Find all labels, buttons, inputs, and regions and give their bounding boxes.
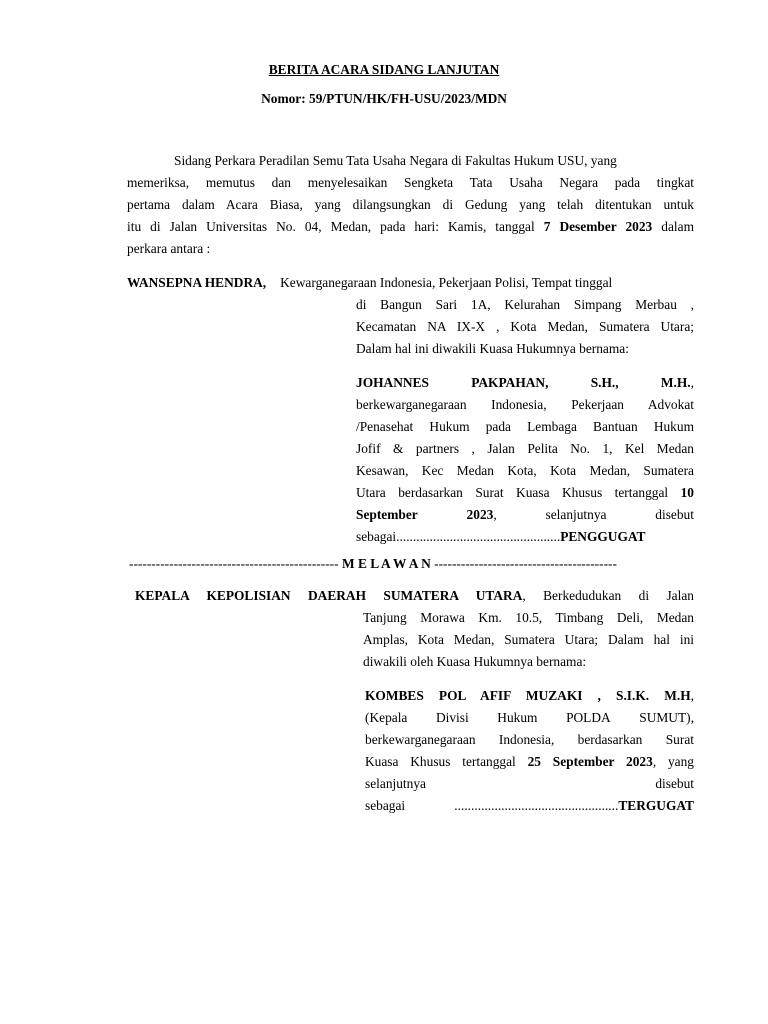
kuasa-text: sebagai................................................. (356, 529, 561, 544)
penggugat-details (356, 294, 694, 360)
tergugat-desc: , Berkedudukan di Jalan (522, 588, 694, 603)
kuasa-text: selanjutnya (545, 507, 607, 522)
tergugat-desc: Tanjung Morawa Km. 10.5, Timbang Deli, Medan (363, 610, 694, 625)
kuasa-line (365, 773, 694, 795)
intro-line (127, 238, 694, 260)
kuasa-text: POLDA (566, 710, 611, 725)
intro-text: Sidang Perkara Peradilan Semu Tata Usaha Negara di Fakultas Hukum USU, yang (174, 153, 617, 168)
penggugat-line (356, 316, 694, 338)
kuasa-text: /Penasehat Hukum pada Lembaga Bantuan Hukum (356, 419, 694, 434)
intro-paragraph (127, 150, 694, 260)
penggugat-desc: di Bangun Sari 1A, Kelurahan Simpang Merbau , (356, 297, 694, 312)
separator-dashes: ----------------------------------------------- (129, 556, 339, 571)
melawan-label: M E L A W A N (341, 556, 431, 571)
penggugat-name: WANSEPNA HENDRA, (127, 275, 267, 290)
kuasa-text: SUMUT), (639, 710, 694, 725)
kuasa-text: Kesawan, Kec Medan Kota, Kota Medan, Sumatera (356, 463, 694, 478)
kuasa-name-part: JOHANNES (356, 375, 429, 390)
penggugat-desc: Kewarganegaraan Indonesia, Pekerjaan Polisi, Tempat tinggal (280, 275, 613, 290)
tergugat-line (363, 651, 694, 673)
kuasa-date: 10 (680, 485, 694, 500)
melawan-separator (129, 556, 687, 572)
penggugat-desc: Dalam hal ini diwakili Kuasa Hukumnya bernama: (356, 341, 629, 356)
kuasa-line (365, 707, 694, 729)
tergugat-first-line (135, 585, 694, 607)
tergugat-line (363, 607, 694, 629)
document-title: BERITA ACARA SIDANG LANJUTAN (268, 62, 500, 77)
penggugat-kuasa (356, 372, 694, 548)
intro-line (127, 194, 694, 216)
kuasa-text: selanjutnya (365, 776, 426, 791)
kuasa-date: 2023 (466, 507, 494, 522)
kuasa-name-part: PAKPAHAN, (471, 375, 549, 390)
document-number: Nomor: 59/PTUN/HK/FH-USU/2023/MDN (261, 91, 507, 106)
kuasa-name-part: S.H., (590, 375, 619, 390)
kuasa-text: berkewarganegaraan Indonesia, berdasarkan Surat (365, 732, 694, 747)
kuasa-line (356, 394, 694, 416)
intro-line (127, 150, 694, 172)
penggugat-first-line (127, 272, 694, 294)
kuasa-date: September (356, 507, 418, 522)
kuasa-name: KOMBES POL AFIF MUZAKI , S.I.K. M.H (365, 688, 691, 703)
intro-line (127, 216, 694, 238)
kuasa-text: , yang (652, 754, 694, 769)
kuasa-line (356, 504, 694, 526)
kuasa-punct: , (690, 688, 694, 703)
kuasa-name-part: M.H. (660, 375, 691, 390)
tergugat-desc: diwakili oleh Kuasa Hukumnya bernama: (363, 654, 587, 669)
kuasa-line (365, 795, 694, 817)
tergugat-desc: Amplas, Kota Medan, Sumatera Utara; Dalam hal ini (363, 632, 694, 647)
intro-line (127, 172, 694, 194)
kuasa-text: sebagai ................................................. (365, 798, 619, 813)
separator-dashes: ----------------------------------------- (434, 556, 617, 571)
kuasa-punct: , (690, 375, 694, 390)
kuasa-line (356, 460, 694, 482)
kuasa-text: disebut (655, 507, 694, 522)
kuasa-text: Divisi (435, 710, 469, 725)
penggugat-desc: Kecamatan NA IX-X , Kota Medan, Sumatera Utara; (356, 319, 694, 334)
penggugat-line (356, 294, 694, 316)
kuasa-date: 25 September 2023 (527, 754, 653, 769)
kuasa-text: (Kepala (365, 710, 408, 725)
penggugat-label: PENGGUGAT (560, 529, 646, 544)
kuasa-line (365, 751, 694, 773)
tergugat-line (363, 629, 694, 651)
kuasa-text: Kuasa Khusus tertanggal (365, 754, 528, 769)
kuasa-line (356, 416, 694, 438)
kuasa-line (365, 685, 694, 707)
kuasa-text: Jofif & partners , Jalan Pelita No. 1, Kel Medan (356, 441, 694, 456)
intro-text: pertama dalam Acara Biasa, yang dilangsungkan di Gedung yang telah ditentukan untuk (127, 197, 694, 212)
kuasa-text: berkewarganegaraan Indonesia, Pekerjaan Advokat (356, 397, 694, 412)
kuasa-line (365, 729, 694, 751)
kuasa-line (356, 438, 694, 460)
intro-text: itu di Jalan Universitas No. 04, Medan, pada hari: Kamis, tanggal (127, 219, 544, 234)
session-date: 7 Desember 2023 (543, 219, 653, 234)
intro-text: dalam (652, 219, 694, 234)
kuasa-line (356, 372, 694, 394)
intro-text: memeriksa, memutus dan menyelesaikan Sengketa Tata Usaha Negara pada tingkat (127, 175, 694, 190)
kuasa-line (356, 526, 694, 548)
tergugat-details (363, 607, 694, 673)
tergugat-name: KEPALA KEPOLISIAN DAERAH SUMATERA UTARA (135, 588, 523, 603)
penggugat-line (356, 338, 694, 360)
kuasa-text: Hukum (497, 710, 538, 725)
kuasa-line (356, 482, 694, 504)
tergugat-label: TERGUGAT (618, 798, 694, 813)
intro-text: perkara antara : (127, 241, 211, 256)
penggugat-line (127, 272, 694, 294)
tergugat-kuasa (365, 685, 694, 817)
kuasa-text: disebut (655, 776, 694, 791)
tergugat-line (135, 585, 694, 607)
kuasa-text: Utara berdasarkan Surat Kuasa Khusus tertanggal (356, 485, 681, 500)
kuasa-punct: , (493, 507, 497, 522)
